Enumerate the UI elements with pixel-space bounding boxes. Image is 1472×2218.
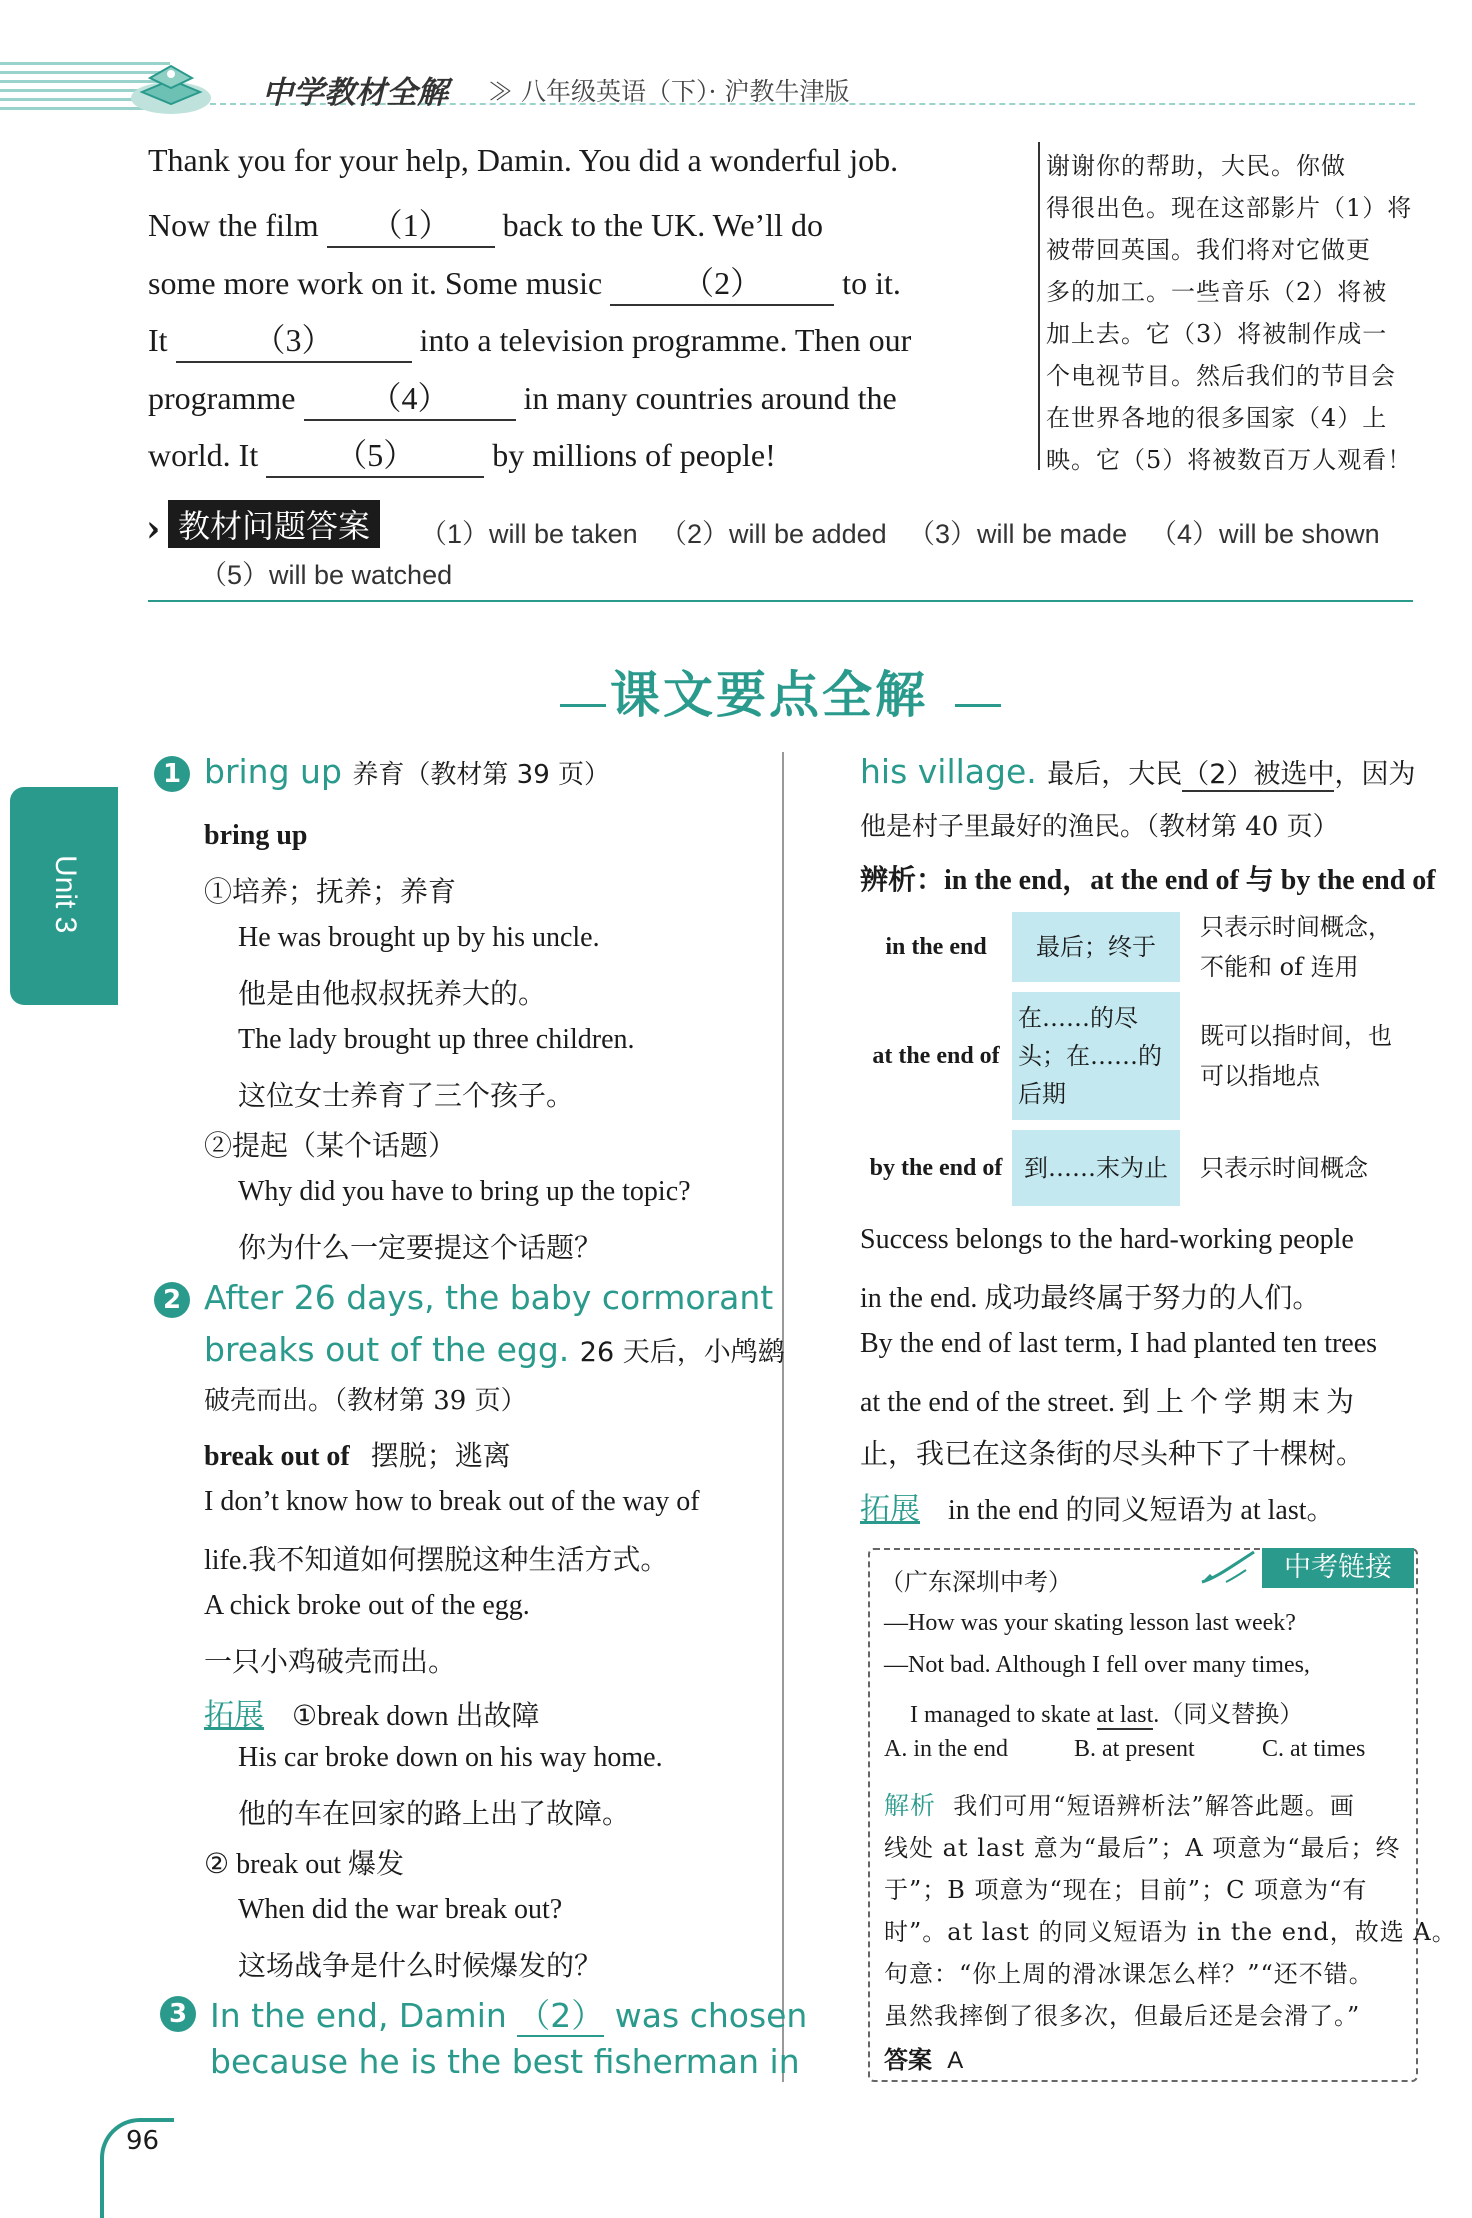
- answer-item: （1）will be taken: [420, 519, 638, 549]
- exam-analysis: 于”；B 项意为“现在；目前”；C 项意为“有: [884, 1876, 1368, 1904]
- exam-analysis: 线处 at last 意为“最后”；A 项意为“最后；终: [884, 1834, 1401, 1862]
- point-heading: bring up 养育（教材第 39 页）: [204, 752, 611, 791]
- exam-question: —Not bad. Although I fell over many times,: [884, 1652, 1310, 1678]
- answer-blank: （5）: [266, 430, 484, 478]
- point-number-badge: 3: [160, 1996, 196, 2032]
- sense: ②提起（某个话题）: [204, 1129, 457, 1162]
- example-cn: 一只小鸡破壳而出。: [204, 1645, 457, 1678]
- example-en: When did the war break out?: [238, 1894, 563, 1925]
- answer-item: （5）will be watched: [200, 560, 453, 590]
- answer-item: （4）will be shown: [1150, 519, 1380, 549]
- example-en: in the end. 成功最终属于努力的人们。: [860, 1283, 1321, 1314]
- translation-line: 多的加工。一些音乐（2）将被: [1046, 278, 1388, 306]
- point-heading: breaks out of the egg. 26 天后，小鸬鹚: [204, 1330, 785, 1369]
- example-cn: 这位女士养育了三个孩子。: [238, 1079, 575, 1112]
- table-desc: 只表示时间概念: [1200, 1154, 1368, 1182]
- point-heading: because he is the best fisherman in: [210, 2042, 800, 2081]
- example-cn: 止，我已在这条街的尽头种下了十棵树。: [860, 1437, 1365, 1470]
- example-cn: 这场战争是什么时候爆发的？: [238, 1949, 603, 1982]
- example-cn: 你为什么一定要提这个话题？: [238, 1231, 603, 1264]
- passage-line: programme （4） in many countries around the: [148, 373, 984, 421]
- answer-blank: （1）: [327, 200, 495, 248]
- column-divider: [782, 752, 784, 2082]
- extension-label: 拓展: [860, 1493, 920, 1526]
- example-en: The lady brought up three children.: [238, 1024, 635, 1055]
- page-number: 96: [126, 2126, 160, 2156]
- extension-line: 拓展 ①break down 出故障: [204, 1699, 540, 1732]
- term-line: break out of 摆脱；逃离: [204, 1441, 511, 1472]
- example-en: His car broke down on his way home.: [238, 1742, 663, 1773]
- sense: ①培养；抚养；养育: [204, 875, 457, 908]
- translation-line: 被带回英国。我们将对它做更: [1046, 236, 1371, 264]
- answer-blank: （4）: [304, 373, 516, 421]
- translation-line: 谢谢你的帮助，大民。你做: [1046, 152, 1346, 180]
- table-desc: 只表示时间概念，不能和 of 连用: [1200, 913, 1392, 981]
- exam-option: B. at present: [1074, 1736, 1195, 1762]
- point-heading: In the end, Damin （2） was chosen: [210, 1996, 808, 2035]
- answer-blank: （2）: [610, 258, 834, 306]
- example-en: Success belongs to the hard-working people: [860, 1224, 1354, 1255]
- book-logo-icon: [128, 58, 214, 116]
- passage-line: Thank you for your help, Damin. You did a wonderful job.: [148, 142, 899, 178]
- exam-analysis: 解析 我们可用“短语辨析法”解答此题。画: [884, 1791, 1355, 1820]
- passage-line: It （3） into a television programme. Then our: [148, 315, 984, 363]
- exam-tag: 中考链接: [1262, 1548, 1414, 1588]
- compare-heading: 辨析：in the end，at the end of 与 by the end of: [860, 865, 1436, 896]
- extension-label: 拓展: [204, 1699, 264, 1732]
- passage-line: Now the film （1） back to the UK. We’ll do: [148, 200, 984, 248]
- translation-line: 个电视节目。然后我们的节目会: [1046, 362, 1396, 390]
- table-key: by the end of: [869, 1154, 1003, 1181]
- translation-line: 映。它（5）将被数百万人观看！: [1046, 446, 1413, 474]
- translation-line: 在世界各地的很多国家（4）上: [1046, 404, 1388, 432]
- example-cn: 他的车在回家的路上出了故障。: [238, 1797, 631, 1830]
- example-en: A chick broke out of the egg.: [204, 1590, 530, 1621]
- term: bring up: [204, 820, 308, 851]
- point-number-badge: 2: [154, 1282, 190, 1318]
- pen-icon: [1196, 1548, 1262, 1588]
- translation-line: 得很出色。现在这部影片（1）将: [1046, 194, 1413, 222]
- chevron-right-icon: ›: [146, 508, 161, 550]
- passage-line: world. It （5） by millions of people!: [148, 430, 984, 478]
- table-key: in the end: [885, 933, 987, 960]
- translation-divider: [1038, 142, 1040, 470]
- example-en: at the end of the street. 到上个学期末为: [860, 1387, 1361, 1418]
- exam-option: C. at times: [1262, 1736, 1366, 1762]
- exam-answer: 答案 A: [884, 2045, 964, 2074]
- table-meaning: 在……的尽头；在……的后期: [1012, 992, 1180, 1120]
- section-title: 课文要点全解: [610, 665, 928, 724]
- table-key: at the end of: [872, 1042, 1000, 1069]
- exam-analysis: 时”。at last 的同义短语为 in the end，故选 A。: [884, 1918, 1457, 1946]
- extension-line: ② break out 爆发: [204, 1849, 405, 1880]
- title-rule-right: [955, 704, 1001, 707]
- point-source: 破壳而出。（教材第 39 页）: [204, 1386, 527, 1416]
- example-en: He was brought up by his uncle.: [238, 922, 600, 953]
- example-en: Why did you have to bring up the topic?: [238, 1176, 691, 1207]
- table-desc: 既可以指时间，也可以指地点: [1200, 1022, 1392, 1090]
- unit-label: Unit 3: [49, 855, 82, 934]
- example-en: By the end of last term, I had planted ten trees: [860, 1328, 1378, 1359]
- book-subtitle: ≫ 八年级英语（下）· 沪教牛津版: [488, 77, 850, 106]
- series-title: 中学教材全解: [262, 75, 448, 111]
- exam-option: A. in the end: [884, 1736, 1008, 1762]
- table-meaning: 到……末为止: [1012, 1130, 1180, 1206]
- answers-label: 教材问题答案: [168, 500, 380, 548]
- point-heading: After 26 days, the baby cormorant: [204, 1278, 774, 1317]
- title-rule-left: [560, 704, 606, 707]
- passage-line: some more work on it. Some music （2） to it.: [148, 258, 984, 306]
- answer-blank: （3）: [176, 315, 412, 363]
- table-meaning: 最后；终于: [1012, 912, 1180, 982]
- answers-divider: [148, 600, 1413, 602]
- exam-analysis: 句意：“你上周的滑冰课怎么样？”“还不错。: [884, 1960, 1374, 1988]
- analysis-label: 解析: [884, 1791, 937, 1820]
- point-number-badge: 1: [154, 756, 190, 792]
- answer-item: （2）will be added: [660, 519, 887, 549]
- point-heading: his village. 最后，大民（2）被选中，因为: [860, 752, 1416, 791]
- answer-item: （3）will be made: [908, 519, 1128, 549]
- point-source: 他是村子里最好的渔民。（教材第 40 页）: [860, 812, 1339, 842]
- example-en: I don’t know how to break out of the way of: [204, 1486, 700, 1517]
- translation-line: 加上去。它（3）将被制作成一: [1046, 320, 1388, 348]
- extension-line: 拓展 in the end 的同义短语为 at last。: [860, 1493, 1335, 1526]
- exam-question: I managed to skate at last.（同义替换）: [910, 1702, 1304, 1728]
- exam-question: —How was your skating lesson last week?: [884, 1610, 1296, 1636]
- exam-analysis: 虽然我摔倒了很多次，但最后还是会滑了。”: [884, 2002, 1361, 2030]
- exam-source: （广东深圳中考）: [880, 1568, 1072, 1596]
- example-en: life.我不知道如何摆脱这种生活方式。: [204, 1545, 669, 1576]
- example-cn: 他是由他叔叔抚养大的。: [238, 977, 547, 1010]
